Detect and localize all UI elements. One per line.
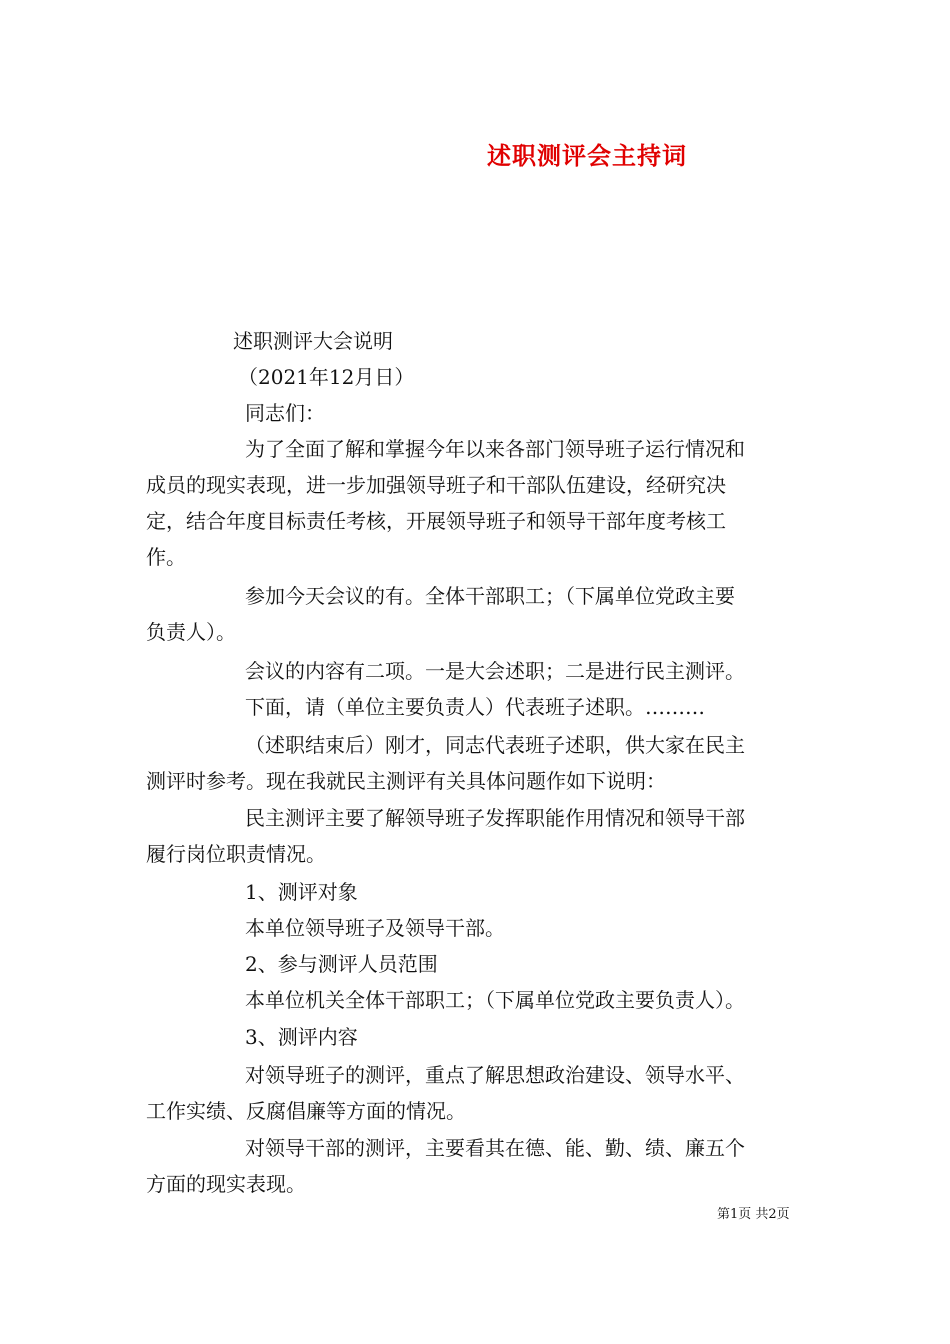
section-heading: 1、测评对象 (245, 880, 358, 904)
body-line: 测评时参考。现在我就民主测评有关具体问题作如下说明： (146, 769, 666, 793)
body-line: 工作实绩、反腐倡廉等方面的情况。 (146, 1099, 466, 1123)
section-heading: 2、参与测评人员范围 (245, 952, 438, 976)
heading: 述职测评大会说明 (233, 329, 393, 353)
body-line: 作。 (146, 545, 186, 569)
page-number: 第1页 共2页 (717, 1207, 790, 1222)
salutation: 同志们： (245, 401, 325, 425)
body-line: 对领导班子的测评，重点了解思想政治建设、领导水平、 (245, 1063, 745, 1087)
body-line: 会议的内容有二项。一是大会述职；二是进行民主测评。 (245, 659, 745, 683)
body-line: 成员的现实表现，进一步加强领导班子和干部队伍建设，经研究决 (146, 473, 726, 497)
body-line: 本单位机关全体干部职工；（下属单位党政主要负责人）。 (245, 988, 745, 1012)
date-line: （2021年12月日） (238, 365, 415, 389)
section-heading: 3、测评内容 (245, 1025, 358, 1049)
body-line: 负责人）。 (146, 620, 236, 644)
body-line: 对领导干部的测评，主要看其在德、能、勤、绩、廉五个 (245, 1136, 745, 1160)
body-line: 本单位领导班子及领导干部。 (245, 916, 505, 940)
body-line: 定，结合年度目标责任考核，开展领导班子和领导干部年度考核工 (146, 509, 726, 533)
body-line: 民主测评主要了解领导班子发挥职能作用情况和领导干部 (245, 806, 745, 830)
body-line: 下面，请（单位主要负责人）代表班子述职。……… (245, 695, 705, 719)
body-line: 为了全面了解和掌握今年以来各部门领导班子运行情况和 (245, 437, 745, 461)
body-line: （述职结束后）刚才，同志代表班子述职，供大家在民主 (245, 733, 745, 757)
body-line: 履行岗位职责情况。 (146, 842, 326, 866)
body-line: 方面的现实表现。 (146, 1172, 306, 1196)
document-title: 述职测评会主持词 (487, 141, 687, 170)
body-line: 参加今天会议的有。全体干部职工；（下属单位党政主要 (245, 584, 735, 608)
